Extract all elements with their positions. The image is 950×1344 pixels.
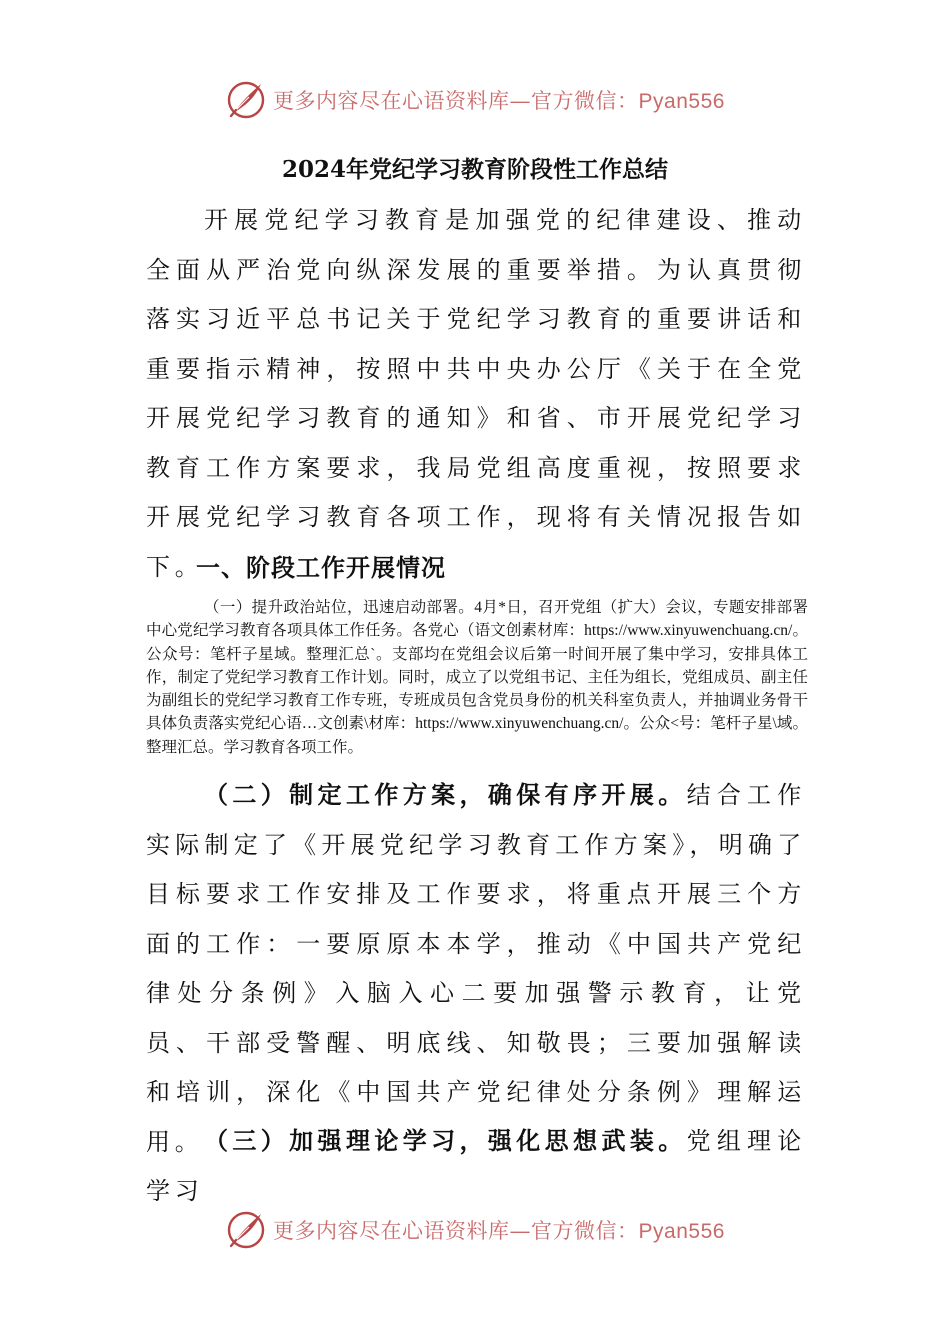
item-3-lead: （三）加强理论学习，强化思想武装。 xyxy=(204,1126,687,1155)
banner-wechat-id: Pyan556 xyxy=(638,1220,725,1243)
document-title: 2024年党纪学习教育阶段性工作总结 xyxy=(281,156,668,183)
item-2-lead: （二）制定工作方案，确保有序开展。 xyxy=(204,780,687,809)
banner-main-text: 更多内容尽在心语资料库—官方微信： xyxy=(273,1219,639,1243)
quill-logo-icon xyxy=(225,79,267,121)
section-heading-1: 一、阶段工作开展情况 xyxy=(196,553,446,582)
banner-text xyxy=(273,85,725,115)
banner-text xyxy=(273,1215,725,1245)
header-banner xyxy=(0,76,950,124)
item-2-paragraph xyxy=(146,770,806,1167)
banner-main-text: 更多内容尽在心语资料库—官方微信： xyxy=(273,89,639,113)
quill-logo-icon xyxy=(225,1209,267,1251)
banner-wechat-id: Pyan556 xyxy=(638,90,725,113)
intro-paragraph: 开展党纪学习教育是加强党的纪律建设、推动全面从严治党向纵深发展的重要举措。为认真贯彻落实习近平总书记关于党纪学习教育的重要讲话和重要指示精神，按照中共中央办公厅《关于在全党开展党纪学习教育的通知》和省、市开展党纪学习教育工作方案要求，我局党组高度重视，按照要求开展党纪学习教育各项工作，现将有关情况报告如下。 xyxy=(146,206,806,581)
item-1-paragraph: （一）提升政治站位，迅速启动部署。4月*日，召开党组（扩大）会议，专题安排部署中心党纪学习教育各项具体工作任务。各党心（语文创素材库：https://www.xinyuwenchuang.cn/。公众号：笔杆子星域。整理汇总`。支部均在党组会议后第一时间开展了集中学习，安排具体工作，制定了党纪学习教育工作计划。同时，成立了以党组书记、主任为组长，党组成员、副主任为副组长的党纪学习教育工作专班，专班成员包含党员身份的机关科室负责人，并抽调业务骨干具体负责落实党纪心语…文创素\材库：https://www.xinyuwenchuang.cn/。公众<号：笔杆子星\域。整理汇总。学习教育各项工作。 xyxy=(146,599,808,756)
item-3-body: 党组理论学习 xyxy=(146,1127,807,1205)
footer-banner xyxy=(0,1206,950,1254)
item-2-body: 结合工作实际制定了《开展党纪学习教育工作方案》，明确了目标要求工作安排及工作要求，将重点开展三个方面的工作：一要原原本本学，推动《中国共产党纪律处分条例》入脑入心二要加强警示教育，让党员、干部受警醒、明底线、知敬畏；三要加强解读和培训，深化《中国共产党纪律处分条例》理解运用。 xyxy=(146,781,807,1156)
item-3-paragraph xyxy=(146,1116,806,1216)
